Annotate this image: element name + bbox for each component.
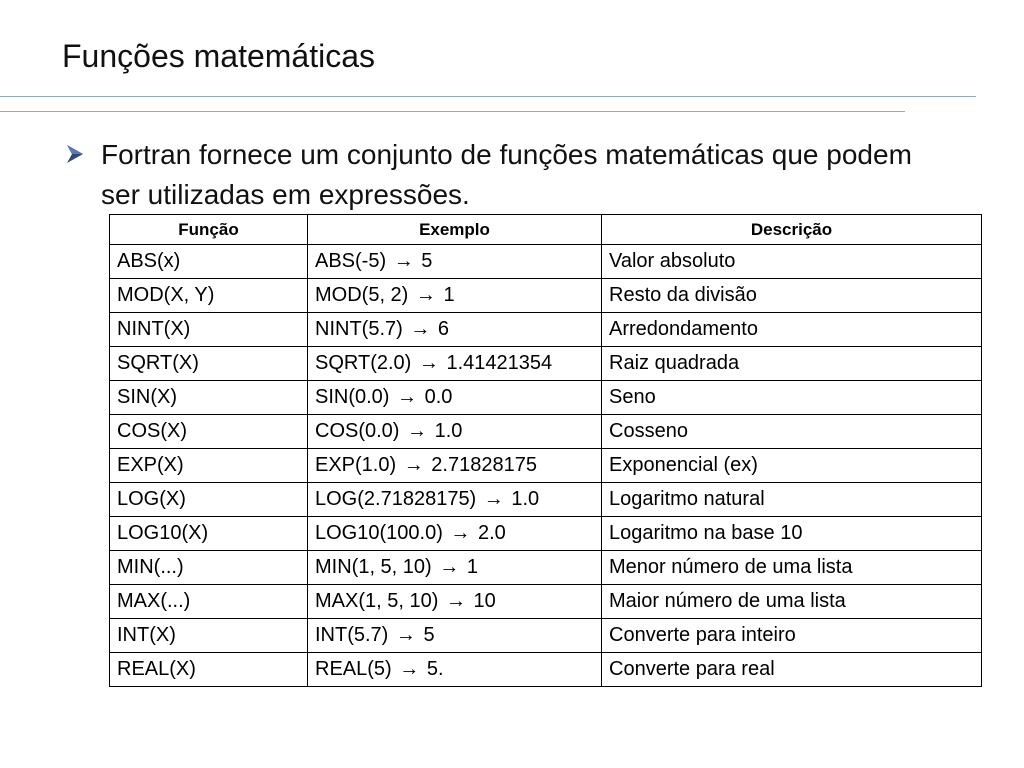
function-cell: MAX(...) [110, 585, 308, 619]
description-cell: Menor número de uma lista [602, 551, 982, 585]
table-body [110, 245, 982, 687]
result-arrow-icon: → [483, 488, 504, 510]
example-input: SQRT(2.0) [315, 352, 412, 374]
example-result: 1.0 [511, 488, 540, 510]
example-cell [308, 449, 602, 483]
function-cell: ABS(x) [110, 245, 308, 279]
result-arrow-icon: → [415, 284, 436, 306]
example-cell [308, 245, 602, 279]
arrow-bullet-icon [64, 143, 86, 165]
example-input: REAL(5) [315, 658, 392, 680]
example-input: MOD(5, 2) [315, 284, 409, 306]
table-header-row [110, 215, 982, 245]
example-result: 2.71828175 [431, 454, 537, 476]
table-row [110, 279, 982, 313]
example-input: LOG(2.71828175) [315, 488, 477, 510]
description-cell: Converte para real [602, 653, 982, 687]
example-input: MAX(1, 5, 10) [315, 590, 439, 612]
function-cell: LOG10(X) [110, 517, 308, 551]
result-arrow-icon: → [445, 590, 466, 612]
header-function: Função [110, 215, 308, 245]
example-result: 5 [421, 250, 433, 272]
description-cell: Seno [602, 381, 982, 415]
result-arrow-icon: → [410, 318, 431, 340]
description-cell: Resto da divisão [602, 279, 982, 313]
example-cell [308, 619, 602, 653]
example-cell [308, 585, 602, 619]
description-cell: Logaritmo natural [602, 483, 982, 517]
example-cell [308, 517, 602, 551]
function-cell: NINT(X) [110, 313, 308, 347]
description-cell: Raiz quadrada [602, 347, 982, 381]
description-cell: Arredondamento [602, 313, 982, 347]
function-cell: MIN(...) [110, 551, 308, 585]
result-arrow-icon: → [403, 454, 424, 476]
result-arrow-icon: → [393, 250, 414, 272]
header-description: Descrição [602, 215, 982, 245]
example-input: EXP(1.0) [315, 454, 397, 476]
table-row [110, 551, 982, 585]
result-arrow-icon: → [450, 522, 471, 544]
functions-table [109, 214, 982, 687]
table-row [110, 415, 982, 449]
example-cell [308, 381, 602, 415]
example-result: 1.41421354 [446, 352, 553, 374]
bullet-text: Fortran fornece um conjunto de funções matemáticas que podem ser utilizadas em expressões. [101, 139, 912, 210]
result-arrow-icon: → [439, 556, 460, 578]
description-cell: Logaritmo na base 10 [602, 517, 982, 551]
example-input: SIN(0.0) [315, 386, 390, 408]
example-result: 2.0 [477, 522, 506, 544]
title-divider-top [0, 96, 976, 97]
example-cell [308, 483, 602, 517]
result-arrow-icon: → [418, 352, 439, 374]
example-cell [308, 415, 602, 449]
result-arrow-icon: → [397, 386, 418, 408]
example-result: 5 [423, 624, 435, 646]
function-cell: SIN(X) [110, 381, 308, 415]
slide-title: Funções matemáticas [62, 38, 376, 74]
table-row [110, 517, 982, 551]
example-result: 1 [466, 556, 478, 578]
description-cell: Cosseno [602, 415, 982, 449]
example-result: 6 [437, 318, 450, 340]
example-result: 10 [473, 590, 496, 612]
description-cell: Valor absoluto [602, 245, 982, 279]
title-divider-bottom [0, 111, 905, 112]
function-cell: REAL(X) [110, 653, 308, 687]
table-row [110, 347, 982, 381]
example-cell [308, 313, 602, 347]
example-cell [308, 653, 602, 687]
example-input: LOG10(100.0) [315, 522, 443, 544]
table-row [110, 585, 982, 619]
example-result: 0.0 [424, 386, 453, 408]
result-arrow-icon: → [407, 420, 428, 442]
example-result: 5. [426, 658, 444, 680]
example-input: INT(5.7) [315, 624, 389, 646]
example-input: NINT(5.7) [315, 318, 403, 340]
table-row [110, 449, 982, 483]
result-arrow-icon: → [395, 624, 416, 646]
table-row [110, 313, 982, 347]
table-row [110, 245, 982, 279]
function-cell: MOD(X, Y) [110, 279, 308, 313]
function-cell: SQRT(X) [110, 347, 308, 381]
example-input: ABS(-5) [315, 250, 387, 272]
description-cell: Maior número de uma lista [602, 585, 982, 619]
function-cell: LOG(X) [110, 483, 308, 517]
example-result: 1 [443, 284, 455, 306]
description-cell: Exponencial (ex) [602, 449, 982, 483]
header-example: Exemplo [308, 215, 602, 245]
example-result: 1.0 [434, 420, 463, 442]
example-input: COS(0.0) [315, 420, 400, 442]
function-cell: COS(X) [110, 415, 308, 449]
function-cell: INT(X) [110, 619, 308, 653]
example-input: MIN(1, 5, 10) [315, 556, 432, 578]
table-row [110, 653, 982, 687]
result-arrow-icon: → [399, 658, 420, 680]
example-cell [308, 551, 602, 585]
table-row [110, 483, 982, 517]
example-cell [308, 279, 602, 313]
table-row [110, 619, 982, 653]
description-cell: Converte para inteiro [602, 619, 982, 653]
function-cell: EXP(X) [110, 449, 308, 483]
example-cell [308, 347, 602, 381]
table-row [110, 381, 982, 415]
